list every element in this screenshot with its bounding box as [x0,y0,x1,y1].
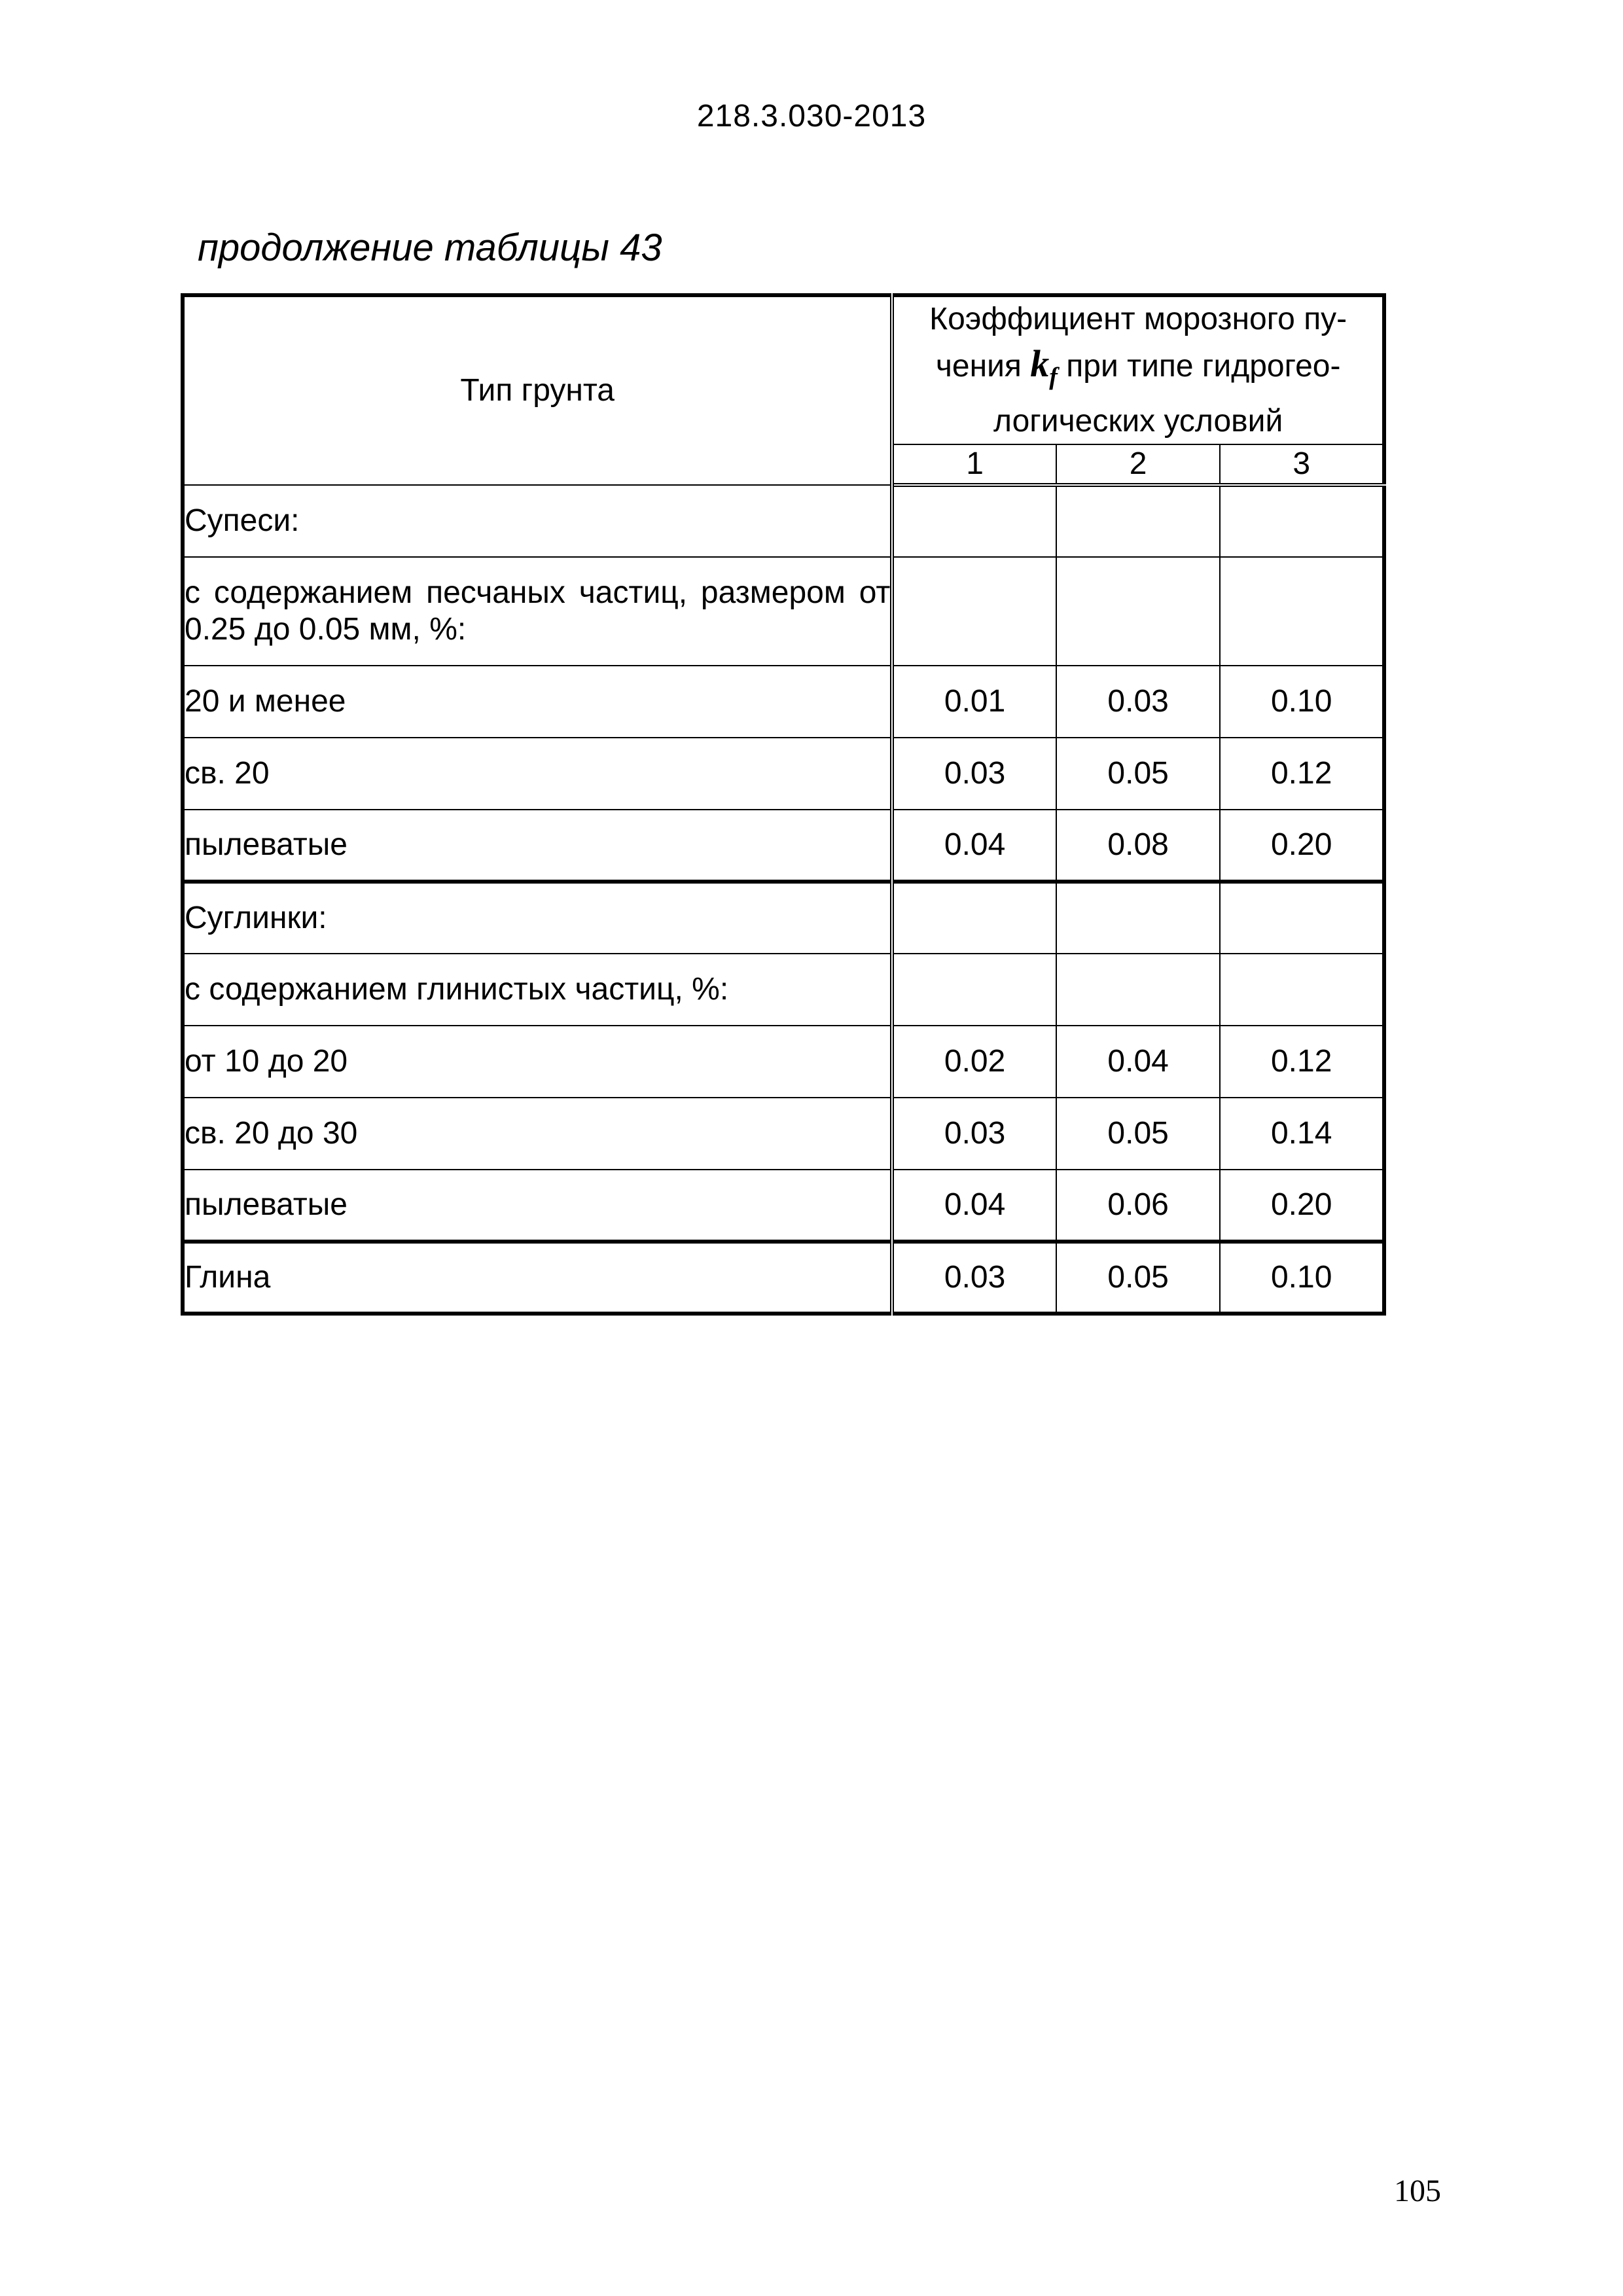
row-value [1056,954,1221,1026]
row-value: 0.03 [892,738,1056,810]
row-value: 0.20 [1220,1170,1384,1242]
condition-type-3: 3 [1220,444,1384,485]
table-row [183,1026,1384,1098]
table-row [183,954,1384,1026]
row-value [1056,485,1221,557]
row-label: пылеватые [183,1170,892,1242]
row-value: 0.10 [1220,1242,1384,1314]
frost-heave-table [181,293,1386,1316]
row-label: св. 20 [183,738,892,810]
row-value: 0.04 [892,810,1056,882]
row-value: 0.05 [1056,1242,1221,1314]
row-value: 0.01 [892,666,1056,738]
kf-header-after: при типе гидрогео-логических условий [993,349,1341,439]
table-row [183,1098,1384,1170]
soil-type-header: Тип грунта [183,295,892,485]
row-value: 0.12 [1220,738,1384,810]
row-label: св. 20 до 30 [183,1098,892,1170]
row-label: Глина [183,1242,892,1314]
row-value [892,557,1056,666]
table-row [183,882,1384,954]
row-label: Суглинки: [183,882,892,954]
row-label: 20 и менее [183,666,892,738]
document-code: 218.3.030-2013 [696,99,927,134]
table-caption: продолжение таблицы 43 [198,226,662,269]
row-value: 0.03 [892,1242,1056,1314]
row-label: с содержанием песчаных частиц, размером от 0.25 до 0.05 мм, %: [183,557,892,666]
row-label: от 10 до 20 [183,1026,892,1098]
table-row [183,666,1384,738]
page-number: 105 [1394,2174,1441,2208]
row-label: пылеватые [183,810,892,882]
row-value: 0.04 [892,1170,1056,1242]
row-label: Супеси: [183,485,892,557]
kf-header [892,295,1384,444]
row-value: 0.10 [1220,666,1384,738]
row-value: 0.06 [1056,1170,1221,1242]
table-row [183,810,1384,882]
table-row [183,557,1384,666]
row-value: 0.03 [1056,666,1221,738]
condition-type-2: 2 [1056,444,1221,485]
row-value [892,485,1056,557]
kf-symbol: $k_f$ [1030,342,1058,391]
row-value [1220,882,1384,954]
row-value [1056,557,1221,666]
table-row [183,485,1384,557]
row-value: 0.04 [1056,1026,1221,1098]
table-row [183,738,1384,810]
table-row [183,1242,1384,1314]
row-value: 0.20 [1220,810,1384,882]
row-label: с содержанием глинистых частиц, %: [183,954,892,1026]
row-value: 0.14 [1220,1098,1384,1170]
kf-header-before: Коэффициент морозного пу-чения [929,302,1347,384]
row-value [892,954,1056,1026]
row-value [1220,557,1384,666]
row-value: 0.05 [1056,738,1221,810]
table-row [183,1170,1384,1242]
row-value: 0.02 [892,1026,1056,1098]
row-value [1220,954,1384,1026]
condition-type-1: 1 [892,444,1056,485]
row-value [1056,882,1221,954]
row-value [1220,485,1384,557]
row-value: 0.12 [1220,1026,1384,1098]
row-value [892,882,1056,954]
row-value: 0.08 [1056,810,1221,882]
row-value: 0.05 [1056,1098,1221,1170]
row-value: 0.03 [892,1098,1056,1170]
